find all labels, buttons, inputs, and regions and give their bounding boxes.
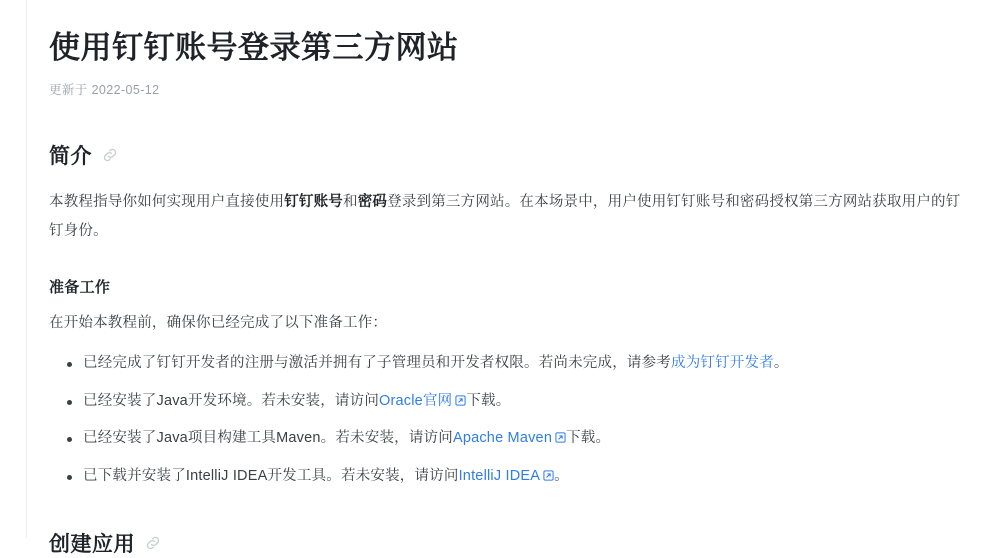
intro-bold-password: 密码 [357, 194, 388, 211]
preparation-list [49, 350, 971, 490]
document-content [27, 0, 993, 558]
list-item [83, 463, 971, 491]
bullet-2-text-before: 已经安装了Java项目构建工具Maven。若未安装，请访问 [83, 430, 453, 447]
bullet-0-text-before: 已经完成了钉钉开发者的注册与激活并拥有了子管理员和开发者权限。若尚未完成，请参考 [83, 355, 671, 372]
section-heading-create-app [49, 528, 971, 558]
list-item [83, 350, 971, 378]
link-intellij-idea[interactable] [459, 468, 555, 484]
section-title-intro: 简介 [49, 145, 92, 169]
subheading-preparation: 准备工作 [49, 279, 111, 297]
intro-bold-dingtalk-account: 钉钉账号 [284, 194, 344, 211]
intro-text-part1: 本教程指导你如何实现用户直接使用 [49, 194, 285, 211]
bullet-1-text-before: 已经安装了Java开发环境。若未安装，请访问 [83, 392, 380, 409]
link-oracle-official-site[interactable] [379, 393, 466, 409]
intro-paragraph [49, 188, 971, 246]
external-link-icon [543, 470, 554, 481]
link-apache-maven[interactable] [453, 430, 566, 446]
updated-date: 更新于 2022-05-12 [49, 83, 160, 98]
external-link-icon [455, 395, 466, 406]
link-label: Apache Maven [452, 430, 553, 447]
external-link-icon [555, 432, 566, 443]
bullet-0-text-after: 。 [773, 355, 789, 372]
bullet-1-text-after: 下载。 [466, 392, 511, 409]
intro-text-part2: 和 [343, 194, 358, 211]
bullet-3-text-after: 。 [554, 467, 569, 484]
list-item [83, 388, 971, 416]
link-label: IntelliJ IDEA [458, 467, 541, 484]
link-become-dingtalk-developer[interactable]: 成为钉钉开发者 [671, 355, 774, 372]
page-title: 使用钉钉账号登录第三方网站 [49, 30, 459, 65]
intro-text-part3: 登录到第三方网站。在本场景中，用户使用钉钉账号和密码授权第三方网站获取用户的钉钉身份。 [49, 194, 961, 240]
link-label: Oracle官网 [379, 392, 453, 409]
list-item [83, 425, 971, 453]
preparation-intro-text: 在开始本教程前，确保你已经完成了以下准备工作： [49, 315, 388, 332]
bullet-2-text-after: 下载。 [566, 430, 611, 447]
bullet-3-text-before: 已下载并安装了IntelliJ IDEA开发工具。若未安装，请访问 [83, 467, 459, 484]
section-title-create-app: 创建应用 [49, 533, 135, 557]
link-anchor-icon[interactable] [102, 147, 118, 163]
section-heading-intro [49, 140, 971, 170]
left-gutter-rail [0, 0, 27, 538]
